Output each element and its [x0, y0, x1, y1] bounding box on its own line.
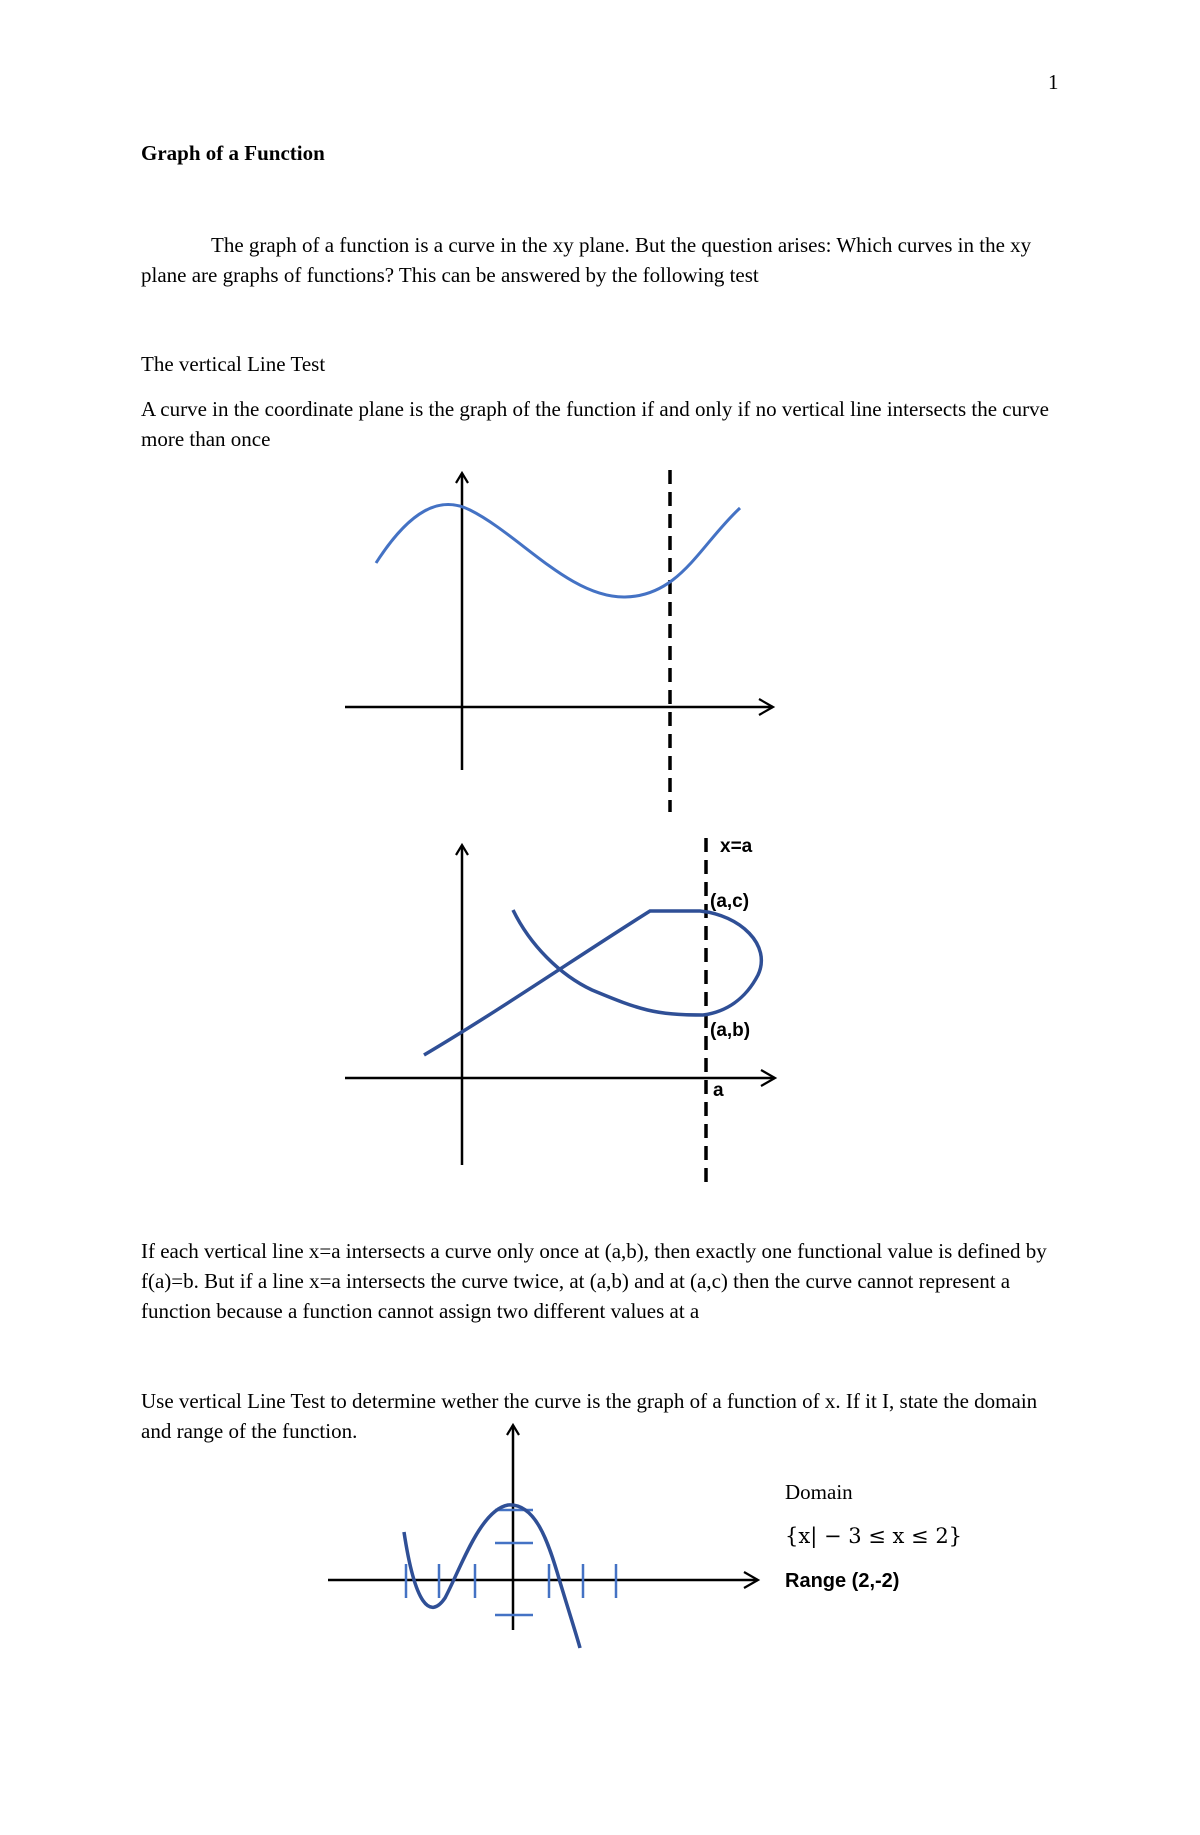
fig3-curve	[404, 1505, 580, 1648]
range-value: Range (2,-2)	[785, 1570, 900, 1592]
fig3-ticks	[406, 1510, 616, 1615]
explanation-paragraph: If each vertical line x=a intersects a curve only once at (a,b), then exactly one functional value is defined by f(a)=b. But if a line x=a intersects the curve twice, at (a,b) and at (a,c) then the curve cannot represent a function because a function cannot assign two different values at a	[141, 1239, 1047, 1323]
label-axis-a: a	[713, 1080, 724, 1101]
fig1-curve	[376, 504, 740, 597]
label-point-a-c: (a,c)	[710, 891, 750, 912]
page-number: 1	[1048, 70, 1059, 94]
intro-paragraph: The graph of a function is a curve in the xy plane. But the question arises: Which curves in the xy plane are graphs of functions? This can be answered by the following test	[141, 233, 1032, 287]
page-title: Graph of a Function	[141, 141, 325, 165]
test-statement: A curve in the coordinate plane is the graph of the function if and only if no vertical line intersects the curve more than once	[141, 397, 1049, 451]
section-heading: The vertical Line Test	[141, 352, 326, 376]
domain-label: Domain	[785, 1480, 853, 1504]
domain-value: {x| − 3 ≤ x ≤ 2}	[785, 1524, 963, 1548]
exercise-paragraph: Use vertical Line Test to determine wether the curve is the graph of a function of x. If it I, state the domain and range of the function.	[141, 1389, 1038, 1443]
label-line-x-equals-a: x=a	[720, 836, 753, 857]
label-point-a-b: (a,b)	[710, 1020, 751, 1041]
